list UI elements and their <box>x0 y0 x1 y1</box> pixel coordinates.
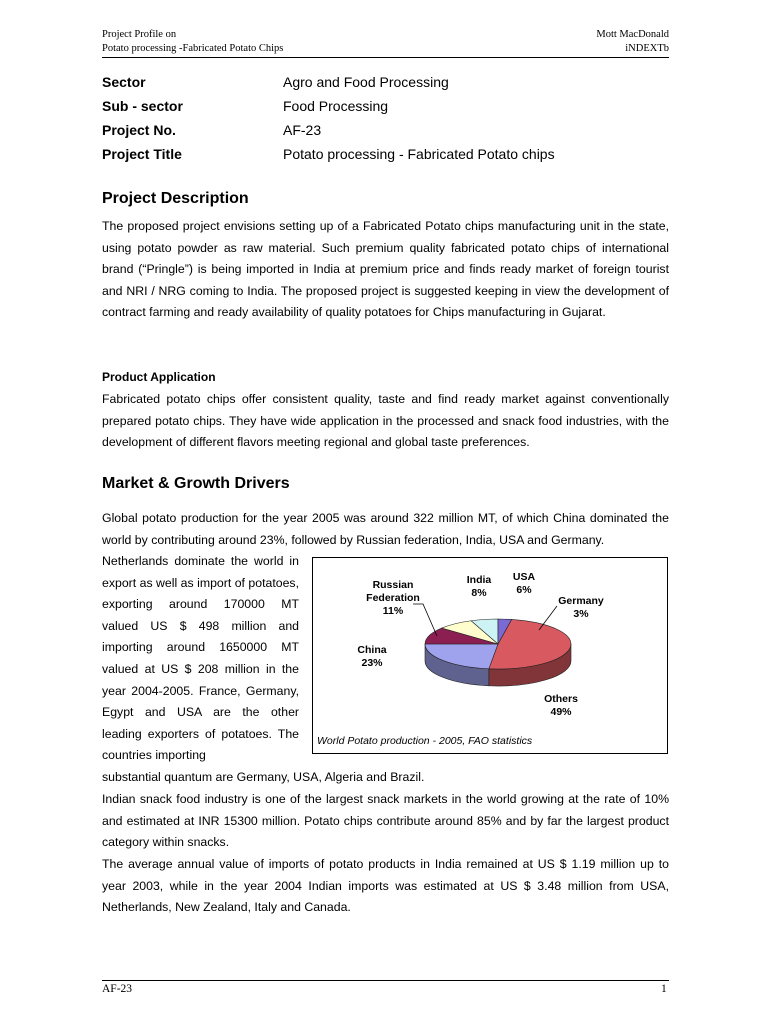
meta-row-project-title <box>102 144 669 168</box>
market-continuation-text: substantial quantum are Germany, USA, Algeria and Brazil. <box>102 770 425 784</box>
subsector-value: Food Processing <box>283 98 389 114</box>
project-title-label: Project Title <box>102 146 182 162</box>
leader-russian-federation <box>413 604 437 636</box>
project-description-text: The proposed project envisions setting up of a Fabricated Potato chips manufacturing unit in the state, using potato powder as raw material. Such premium quality fabricated potato chips of international brand (“Pringle”) is being imported in India at premium price and finds ready market of foreign tourist and NRI / NRG coming to India. The proposed project is suggested keeping in view the development of contract farming and ready availability of quality potatoes for Chips manufacturing in Gujarat. <box>102 219 669 320</box>
meta-row-project-no <box>102 120 669 144</box>
market-netherlands-text: Netherlands dominate the world in export as well as import of potatoes, exporting around 170000 MT valued US $ 498 million and importing around 1650000 MT valued at US $ 208 million in the year 2004-2005. France, Germany, Egypt and USA are the other leading exporters of potatoes. The countries importing <box>102 554 299 763</box>
market-intro-text: Global potato production for the year 2005 was around 322 million MT, of which China dominated the world by contributing around 23%, followed by Russian federation, India, USA and Germany. <box>102 511 669 547</box>
sector-value: Agro and Food Processing <box>283 74 449 90</box>
product-application-text: Fabricated potato chips offer consistent quality, taste and find ready market against conventionally prepared potato chips. They have wide application in the processed and snack food industries, with the development of different flavors meeting regional and global taste preferences. <box>102 392 669 450</box>
project-no-label: Project No. <box>102 122 176 138</box>
footer-rule <box>102 980 669 981</box>
pie-label-usa: USA 6% <box>512 571 536 596</box>
subsector-label: Sub - sector <box>102 98 183 114</box>
imports-text: The average annual value of imports of potato products in India remained at US $ 1.19 million up to year 2003, while in the year 2004 Indian imports was estimated at US $ 3.48 million from USA, Netherlands, New Zealand, Italy and Canada. <box>102 857 669 915</box>
project-description-heading: Project Description <box>102 190 249 207</box>
header-org: iNDEXTb <box>625 43 669 54</box>
sector-label: Sector <box>102 74 146 90</box>
project-no-value: AF-23 <box>283 122 322 138</box>
potato-production-chart <box>312 557 668 754</box>
footer-page-number: 1 <box>661 983 667 995</box>
chart-caption: World Potato production - 2005, FAO statistics <box>317 735 533 747</box>
pie-label-china: China 23% <box>357 644 387 669</box>
pie-label-others: Others 49% <box>544 693 578 718</box>
pie-chart-svg <box>313 558 667 753</box>
header-left <box>102 28 283 56</box>
header-rule <box>102 57 669 58</box>
header-right <box>596 28 669 56</box>
meta-row-subsector <box>102 96 669 120</box>
header-profile-line: Project Profile on <box>102 29 177 40</box>
page-header <box>102 28 669 58</box>
product-application-heading: Product Application <box>102 370 216 384</box>
footer-project-no: AF-23 <box>102 983 133 995</box>
pie-label-india: India 8% <box>466 574 492 599</box>
pie-label-russian-federation: Russian Federation 11% <box>366 579 420 617</box>
market-growth-heading: Market & Growth Drivers <box>102 475 290 492</box>
snack-industry-text: Indian snack food industry is one of the largest snack markets in the world growing at the rate of 10% and estimated at INR 15300 million. Potato chips contribute around 85% and by far the largest product category within snacks. <box>102 792 669 850</box>
header-title-line: Potato processing -Fabricated Potato Chips <box>102 43 284 54</box>
meta-row-sector <box>102 72 669 96</box>
project-title-value: Potato processing - Fabricated Potato chips <box>283 146 555 162</box>
pie-label-germany: Germany 3% <box>558 595 604 620</box>
header-company: Mott MacDonald <box>596 29 669 40</box>
